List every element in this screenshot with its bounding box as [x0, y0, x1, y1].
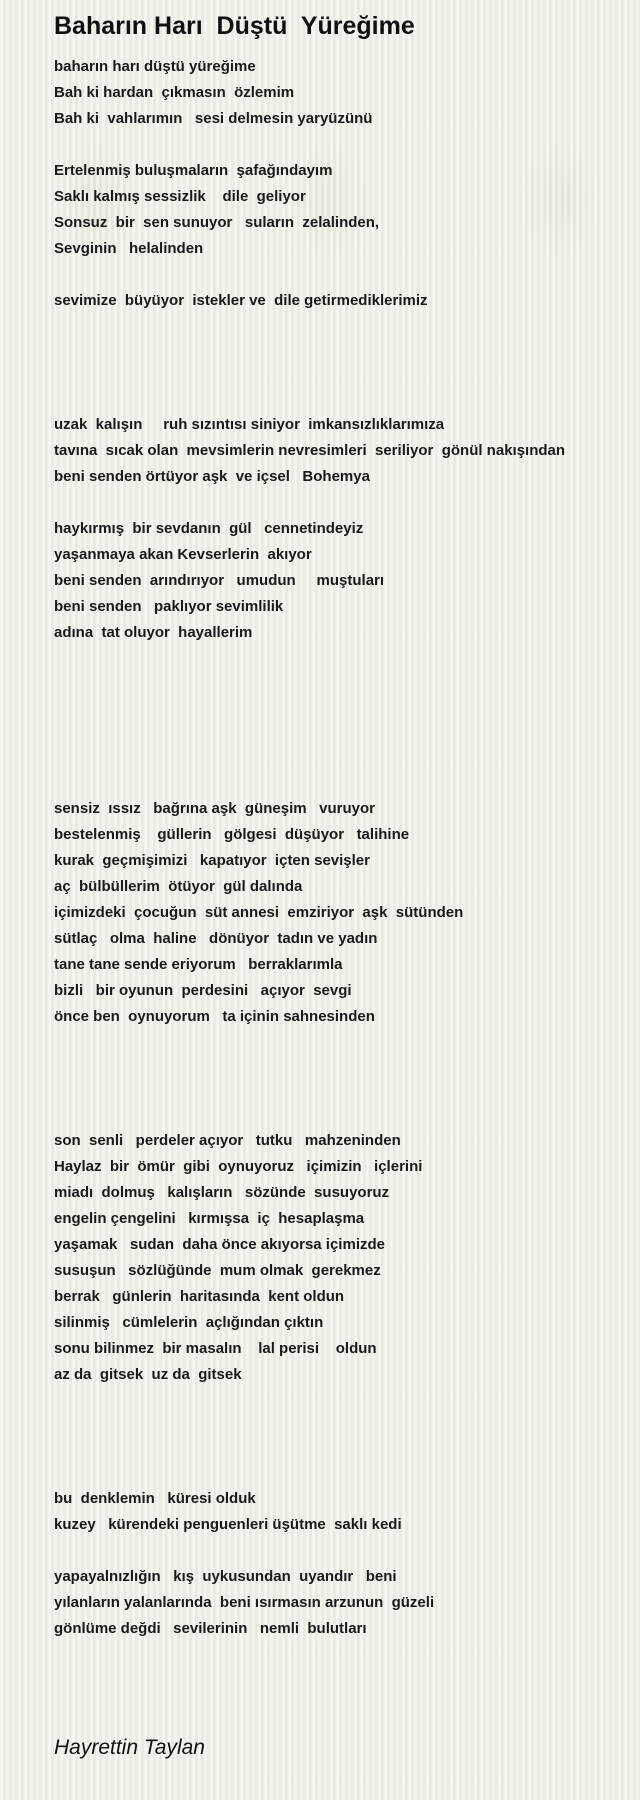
- poem-line: Bah ki vahlarımın sesi delmesin yaryüzünü: [54, 110, 373, 127]
- poem-line: sensiz ıssız bağrına aşk güneşim vuruyor: [54, 800, 375, 817]
- stanza-gap: [54, 262, 614, 288]
- stanza: [54, 288, 614, 314]
- poem-line: haykırmış bir sevdanın gül cennetindeyiz: [54, 520, 364, 537]
- poem-line: Saklı kalmış sessizlik dile geliyor: [54, 188, 306, 205]
- stanza-gap: [54, 1538, 614, 1564]
- stanza: [54, 158, 614, 262]
- poem-line: az da gitsek uz da gitsek: [54, 1366, 242, 1383]
- poem-line: engelin çengelini kırmışsa iç hesaplaşma: [54, 1210, 365, 1227]
- poem-line: gönlüme değdi sevilerinin nemli bulutları: [54, 1620, 367, 1637]
- poem-line: bizli bir oyunun perdesini açıyor sevgi: [54, 982, 352, 999]
- poem-line: kuzey kürendeki penguenleri üşütme saklı kedi: [54, 1516, 402, 1533]
- poem-line: uzak kalışın ruh sızıntısı siniyor imkansızlıklarımıza: [54, 416, 445, 433]
- poem-line: Bah ki hardan çıkmasın özlemim: [54, 84, 295, 101]
- stanza: [54, 1486, 614, 1538]
- poem-line: tane tane sende eriyorum berraklarımla: [54, 956, 343, 973]
- poem-line: adına tat oluyor hayallerim: [54, 624, 253, 641]
- poem-title: Baharın Harı Düştü Yüreğime: [54, 12, 415, 40]
- poem-line: Sevginin helalinden: [54, 240, 204, 257]
- poem-container: [54, 10, 614, 1642]
- poem-line: beni senden örtüyor aşk ve içsel Bohemya: [54, 468, 370, 485]
- poem-line: aç bülbüllerim ötüyor gül dalında: [54, 878, 303, 895]
- poem-line: Haylaz bir ömür gibi oynuyoruz içimizin içlerini: [54, 1158, 423, 1175]
- poem-line: beni senden paklıyor sevimlilik: [54, 598, 284, 615]
- poem-line: baharın harı düştü yüreğime: [54, 58, 256, 75]
- poem-line: yılanların yalanlarında beni ısırmasın arzunun güzeli: [54, 1594, 435, 1611]
- stanza: [54, 54, 614, 132]
- poem-line: sevimize büyüyor istekler ve dile getirmediklerimiz: [54, 292, 428, 309]
- stanza-gap: [54, 1030, 614, 1128]
- poem-line: silinmiş cümlelerin açlığından çıktın: [54, 1314, 324, 1331]
- stanza: [54, 796, 614, 1030]
- stanza-gap: [54, 646, 614, 796]
- stanza-gap: [54, 490, 614, 516]
- poem-line: bestelenmiş güllerin gölgesi düşüyor talihine: [54, 826, 410, 843]
- stanza-gap: [54, 132, 614, 158]
- poem-line: bu denklemin küresi olduk: [54, 1490, 256, 1507]
- poem-line: susuşun sözlüğünde mum olmak gerekmez: [54, 1262, 381, 1279]
- poem-line: son senli perdeler açıyor tutku mahzeninden: [54, 1132, 401, 1149]
- stanza-gap: [54, 1388, 614, 1486]
- poem-line: tavına sıcak olan mevsimlerin nevresimleri seriliyor gönül nakışından: [54, 442, 566, 459]
- poem-line: berrak günlerin haritasında kent oldun: [54, 1288, 345, 1305]
- poem-author: Hayrettin Taylan: [54, 1736, 205, 1759]
- poem-line: miadı dolmuş kalışların sözünde susuyoruz: [54, 1184, 390, 1201]
- poem-line: yaşanmaya akan Kevserlerin akıyor: [54, 546, 312, 563]
- poem-line: sütlaç olma haline dönüyor tadın ve yadın: [54, 930, 378, 947]
- poem-line: Ertelenmiş buluşmaların şafağındayım: [54, 162, 333, 179]
- stanza: [54, 516, 614, 646]
- stanza: [54, 1564, 614, 1642]
- stanza-gap: [54, 314, 614, 412]
- poem-line: beni senden arındırıyor umudun muştuları: [54, 572, 385, 589]
- poem-line: yapayalnızlığın kış uykusundan uyandır beni: [54, 1568, 397, 1585]
- stanza: [54, 1128, 614, 1388]
- poem-line: Sonsuz bir sen sunuyor suların zelalinden,: [54, 214, 380, 231]
- poem-line: yaşamak sudan daha önce akıyorsa içimizde: [54, 1236, 385, 1253]
- poem-line: sonu bilinmez bir masalın lal perisi oldun: [54, 1340, 377, 1357]
- poem-line: kurak geçmişimizi kapatıyor içten sevişler: [54, 852, 370, 869]
- stanza: [54, 412, 614, 490]
- poem-line: içimizdeki çocuğun süt annesi emziriyor aşk sütünden: [54, 904, 464, 921]
- poem-line: önce ben oynuyorum ta içinin sahnesinden: [54, 1008, 375, 1025]
